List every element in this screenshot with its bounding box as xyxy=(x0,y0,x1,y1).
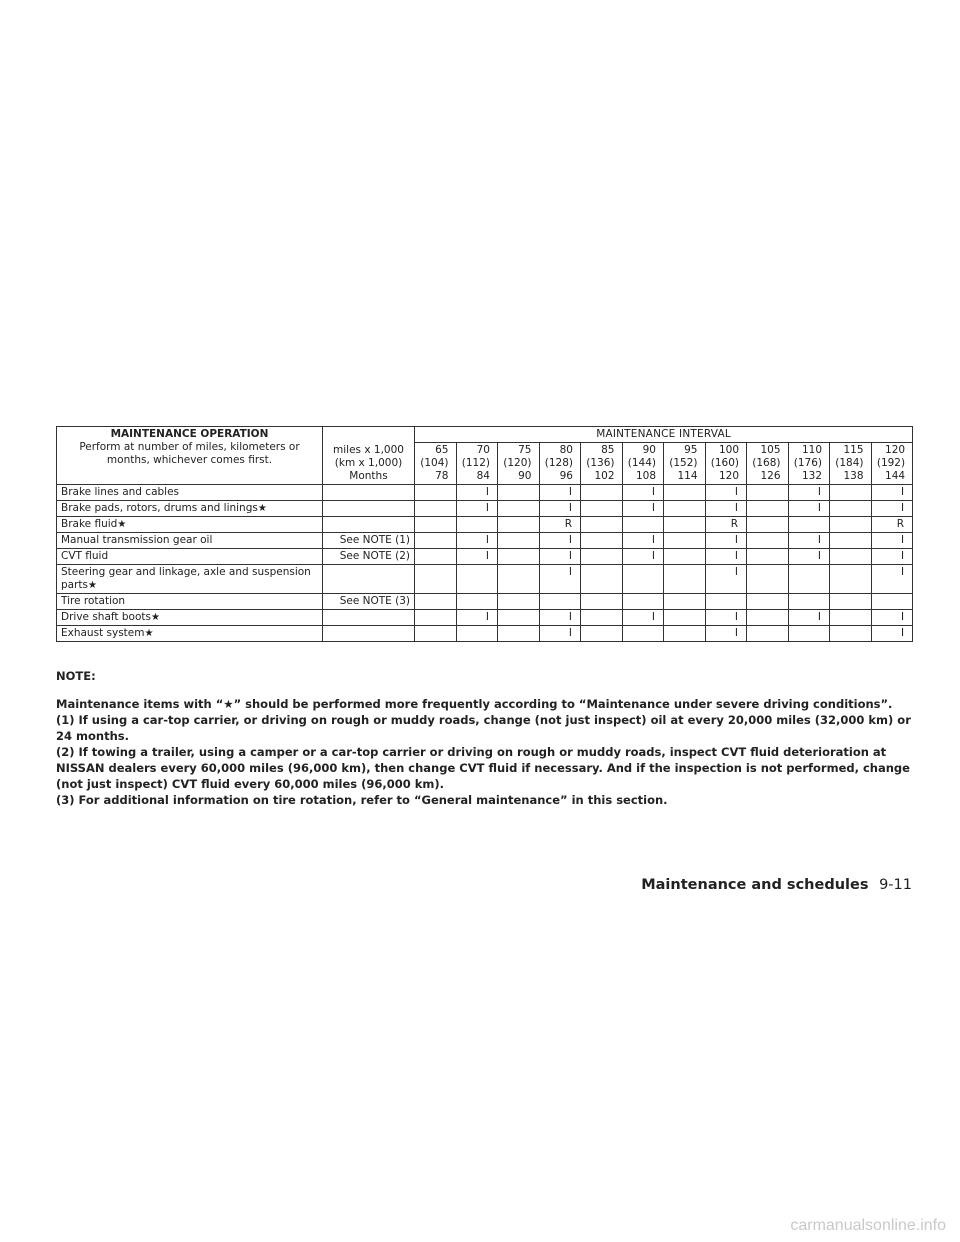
operation-label: CVT fluid xyxy=(61,550,109,562)
interval-cell: I xyxy=(871,501,913,517)
interval-miles: 100 xyxy=(718,444,739,456)
interval-months: 120 xyxy=(718,470,739,482)
interval-km: (136) xyxy=(586,457,615,469)
interval-cell xyxy=(830,565,872,594)
interval-cell xyxy=(664,501,706,517)
interval-cell xyxy=(498,501,540,517)
maintenance-table xyxy=(56,426,913,642)
interval-col-0 xyxy=(415,443,457,485)
section-title: Maintenance and schedules xyxy=(641,877,869,893)
interval-cell xyxy=(415,610,457,626)
operation-cell xyxy=(57,594,323,610)
interval-cell xyxy=(581,517,623,533)
interval-km: (168) xyxy=(752,457,781,469)
interval-cell xyxy=(871,594,913,610)
interval-cell xyxy=(747,485,789,501)
operation-cell xyxy=(57,501,323,517)
operation-label: Exhaust system xyxy=(61,627,145,639)
interval-cell xyxy=(830,549,872,565)
severe-star-icon: ★ xyxy=(144,628,154,639)
interval-cell xyxy=(830,485,872,501)
table-body xyxy=(57,485,913,642)
operation-label: Steering gear and linkage, axle and suspension parts xyxy=(61,566,311,591)
interval-cell: I xyxy=(871,533,913,549)
interval-cell xyxy=(830,517,872,533)
interval-km: (192) xyxy=(876,457,906,469)
table-row xyxy=(57,626,913,642)
operation-subtitle: Perform at number of miles, kilometers or months, whichever comes first. xyxy=(79,441,300,466)
page-number: 9-11 xyxy=(879,877,912,893)
interval-cell: I xyxy=(871,549,913,565)
interval-cell xyxy=(539,594,581,610)
interval-cell: I xyxy=(705,626,747,642)
interval-col-8 xyxy=(747,443,789,485)
interval-cell xyxy=(788,626,830,642)
interval-header: MAINTENANCE INTERVAL xyxy=(415,427,913,443)
interval-cell: I xyxy=(539,626,581,642)
interval-cell: I xyxy=(871,565,913,594)
interval-col-5 xyxy=(622,443,664,485)
table-row xyxy=(57,501,913,517)
table-row xyxy=(57,565,913,594)
interval-cell xyxy=(747,626,789,642)
interval-cell xyxy=(788,594,830,610)
table-row xyxy=(57,485,913,501)
interval-cell xyxy=(415,626,457,642)
operation-label: Drive shaft boots xyxy=(61,611,151,623)
note-2: (2) If towing a trailer, using a camper or a car-top carrier or driving on rough or muddy roads, inspect CVT fluid deterioration at NISSAN dealers every 60,000 miles (96,000 km), then change CVT fluid if necessary. And if the inspection is not performed, change (not just inspect) CVT fluid every 60,000 miles (96,000 km). xyxy=(56,745,910,791)
interval-cell: I xyxy=(622,549,664,565)
unit-header xyxy=(323,427,415,485)
interval-months: 138 xyxy=(843,470,864,482)
interval-months: 114 xyxy=(677,470,698,482)
interval-miles: 80 xyxy=(559,444,573,456)
interval-cell xyxy=(498,610,540,626)
note-1: (1) If using a car-top carrier, or driving on rough or muddy roads, change (not just inspect) oil at every 20,000 miles (32,000 km) or 24 months. xyxy=(56,713,911,743)
page-footer xyxy=(641,877,912,893)
operation-cell xyxy=(57,565,323,594)
interval-cell xyxy=(622,626,664,642)
interval-cell xyxy=(664,549,706,565)
interval-col-1 xyxy=(456,443,498,485)
interval-cell xyxy=(415,594,457,610)
note-ref-cell: See NOTE (3) xyxy=(323,594,415,610)
unit-months: Months xyxy=(349,470,388,482)
note-3: (3) For additional information on tire rotation, refer to “General maintenance” in this section. xyxy=(56,793,668,807)
interval-cell xyxy=(747,517,789,533)
operation-label: Manual transmission gear oil xyxy=(61,534,213,546)
interval-cell: I xyxy=(871,610,913,626)
header-row-1 xyxy=(57,427,913,443)
interval-cell xyxy=(830,594,872,610)
note-ref-cell xyxy=(323,485,415,501)
interval-cell: R xyxy=(539,517,581,533)
table-row xyxy=(57,549,913,565)
interval-cell xyxy=(747,610,789,626)
interval-cell: I xyxy=(539,501,581,517)
interval-cell xyxy=(415,549,457,565)
interval-cell xyxy=(747,594,789,610)
interval-miles: 85 xyxy=(601,444,615,456)
interval-cell xyxy=(664,610,706,626)
interval-cell xyxy=(581,501,623,517)
interval-miles: 90 xyxy=(642,444,656,456)
interval-km: (128) xyxy=(544,457,573,469)
notes-section xyxy=(56,668,916,808)
interval-cell xyxy=(705,594,747,610)
note-ref-cell xyxy=(323,517,415,533)
interval-cell xyxy=(664,626,706,642)
interval-cell xyxy=(622,565,664,594)
interval-cell xyxy=(788,517,830,533)
interval-cell: I xyxy=(622,610,664,626)
interval-col-7 xyxy=(705,443,747,485)
interval-km: (104) xyxy=(420,457,449,469)
interval-cell xyxy=(498,517,540,533)
interval-months: 90 xyxy=(518,470,532,482)
table-row xyxy=(57,533,913,549)
interval-cell: I xyxy=(705,610,747,626)
interval-miles: 110 xyxy=(801,444,822,456)
severe-star-icon: ★ xyxy=(150,612,160,623)
interval-cell xyxy=(456,594,498,610)
operation-label: Brake fluid xyxy=(61,518,118,530)
interval-cell xyxy=(498,549,540,565)
interval-cell xyxy=(415,533,457,549)
interval-cell xyxy=(415,501,457,517)
interval-cell xyxy=(664,517,706,533)
interval-cell: I xyxy=(456,533,498,549)
table-row xyxy=(57,610,913,626)
interval-col-6 xyxy=(664,443,706,485)
severe-star-icon: ★ xyxy=(88,580,97,591)
note-ref-cell: See NOTE (2) xyxy=(323,549,415,565)
interval-cell xyxy=(581,594,623,610)
interval-cell xyxy=(581,565,623,594)
interval-miles: 75 xyxy=(518,444,532,456)
interval-km: (120) xyxy=(503,457,532,469)
interval-cell: I xyxy=(622,485,664,501)
operation-cell xyxy=(57,610,323,626)
table-row xyxy=(57,517,913,533)
interval-cell: I xyxy=(788,549,830,565)
interval-cell xyxy=(788,565,830,594)
interval-km: (184) xyxy=(835,457,864,469)
operation-label: Brake pads, rotors, drums and linings xyxy=(61,502,258,514)
interval-col-4 xyxy=(581,443,623,485)
interval-km: (176) xyxy=(793,457,822,469)
interval-cell: I xyxy=(705,565,747,594)
interval-cell: I xyxy=(622,533,664,549)
interval-miles: 105 xyxy=(760,444,781,456)
interval-months: 102 xyxy=(594,470,615,482)
operation-cell xyxy=(57,549,323,565)
interval-cell xyxy=(581,485,623,501)
interval-cell xyxy=(830,626,872,642)
interval-cell: I xyxy=(622,501,664,517)
interval-cell: I xyxy=(539,533,581,549)
interval-cell xyxy=(456,517,498,533)
interval-km: (152) xyxy=(669,457,698,469)
interval-cell xyxy=(498,485,540,501)
operation-header xyxy=(57,427,323,485)
interval-cell: I xyxy=(788,501,830,517)
interval-col-10 xyxy=(830,443,872,485)
interval-cell: I xyxy=(705,501,747,517)
interval-cell: I xyxy=(705,533,747,549)
interval-col-2 xyxy=(498,443,540,485)
interval-cell xyxy=(581,626,623,642)
interval-cell xyxy=(456,565,498,594)
interval-cell: I xyxy=(456,501,498,517)
interval-cell xyxy=(498,626,540,642)
interval-col-11 xyxy=(871,443,913,485)
note-ref-cell xyxy=(323,610,415,626)
operation-cell xyxy=(57,626,323,642)
interval-cell xyxy=(664,594,706,610)
severe-star-icon: ★ xyxy=(117,519,127,530)
interval-months: 78 xyxy=(435,470,449,482)
interval-months: 96 xyxy=(559,470,573,482)
interval-cell xyxy=(747,533,789,549)
interval-cell: I xyxy=(539,485,581,501)
interval-cell: I xyxy=(871,485,913,501)
interval-cell xyxy=(664,485,706,501)
interval-cell: I xyxy=(456,549,498,565)
note-severe: Maintenance items with “★” should be performed more frequently according to “Maintenance under severe driving conditions”. xyxy=(56,697,893,711)
interval-cell xyxy=(581,610,623,626)
interval-cell xyxy=(581,549,623,565)
interval-km: (144) xyxy=(627,457,656,469)
operation-label: Tire rotation xyxy=(61,595,126,607)
interval-cell: I xyxy=(871,626,913,642)
note-ref-cell xyxy=(323,626,415,642)
operation-cell xyxy=(57,533,323,549)
interval-miles: 70 xyxy=(476,444,490,456)
interval-cell xyxy=(498,565,540,594)
note-ref-cell: See NOTE (1) xyxy=(323,533,415,549)
interval-miles: 115 xyxy=(843,444,864,456)
unit-miles: miles x 1,000 xyxy=(333,444,404,456)
interval-cell xyxy=(830,533,872,549)
interval-cell: I xyxy=(539,565,581,594)
interval-col-3 xyxy=(539,443,581,485)
operation-label: Brake lines and cables xyxy=(61,486,180,498)
operation-cell xyxy=(57,485,323,501)
interval-cell xyxy=(415,565,457,594)
interval-miles: 120 xyxy=(885,444,906,456)
operation-title: MAINTENANCE OPERATION xyxy=(110,428,269,440)
interval-km: (112) xyxy=(461,457,490,469)
interval-cell xyxy=(747,565,789,594)
notes-heading: NOTE: xyxy=(56,669,96,683)
interval-cell: R xyxy=(705,517,747,533)
interval-months: 144 xyxy=(885,470,906,482)
operation-cell xyxy=(57,517,323,533)
interval-months: 84 xyxy=(476,470,490,482)
interval-cell xyxy=(664,565,706,594)
interval-cell xyxy=(830,501,872,517)
interval-cell xyxy=(498,533,540,549)
unit-km: (km x 1,000) xyxy=(334,457,403,469)
interval-miles: 65 xyxy=(435,444,449,456)
interval-cell: I xyxy=(456,485,498,501)
interval-cell xyxy=(498,594,540,610)
interval-cell xyxy=(664,533,706,549)
interval-cell xyxy=(622,517,664,533)
interval-cell xyxy=(622,594,664,610)
interval-cell: I xyxy=(788,610,830,626)
interval-cell: I xyxy=(539,610,581,626)
interval-cell: I xyxy=(788,485,830,501)
note-ref-cell xyxy=(323,565,415,594)
interval-cell xyxy=(415,485,457,501)
interval-cell: I xyxy=(788,533,830,549)
interval-cell: I xyxy=(456,610,498,626)
table-row xyxy=(57,594,913,610)
interval-cell xyxy=(747,549,789,565)
interval-cell: I xyxy=(705,549,747,565)
interval-cell xyxy=(747,501,789,517)
interval-months: 132 xyxy=(801,470,822,482)
interval-col-9 xyxy=(788,443,830,485)
watermark: carmanualsonline.info xyxy=(790,1217,946,1234)
interval-cell xyxy=(415,517,457,533)
interval-cell xyxy=(581,533,623,549)
interval-cell: I xyxy=(539,549,581,565)
interval-months: 126 xyxy=(760,470,781,482)
interval-km: (160) xyxy=(710,457,739,469)
interval-months: 108 xyxy=(635,470,656,482)
severe-star-icon: ★ xyxy=(257,503,267,514)
interval-cell: I xyxy=(705,485,747,501)
interval-cell xyxy=(456,626,498,642)
note-ref-cell xyxy=(323,501,415,517)
interval-cell: R xyxy=(871,517,913,533)
interval-miles: 95 xyxy=(684,444,698,456)
interval-cell xyxy=(830,610,872,626)
